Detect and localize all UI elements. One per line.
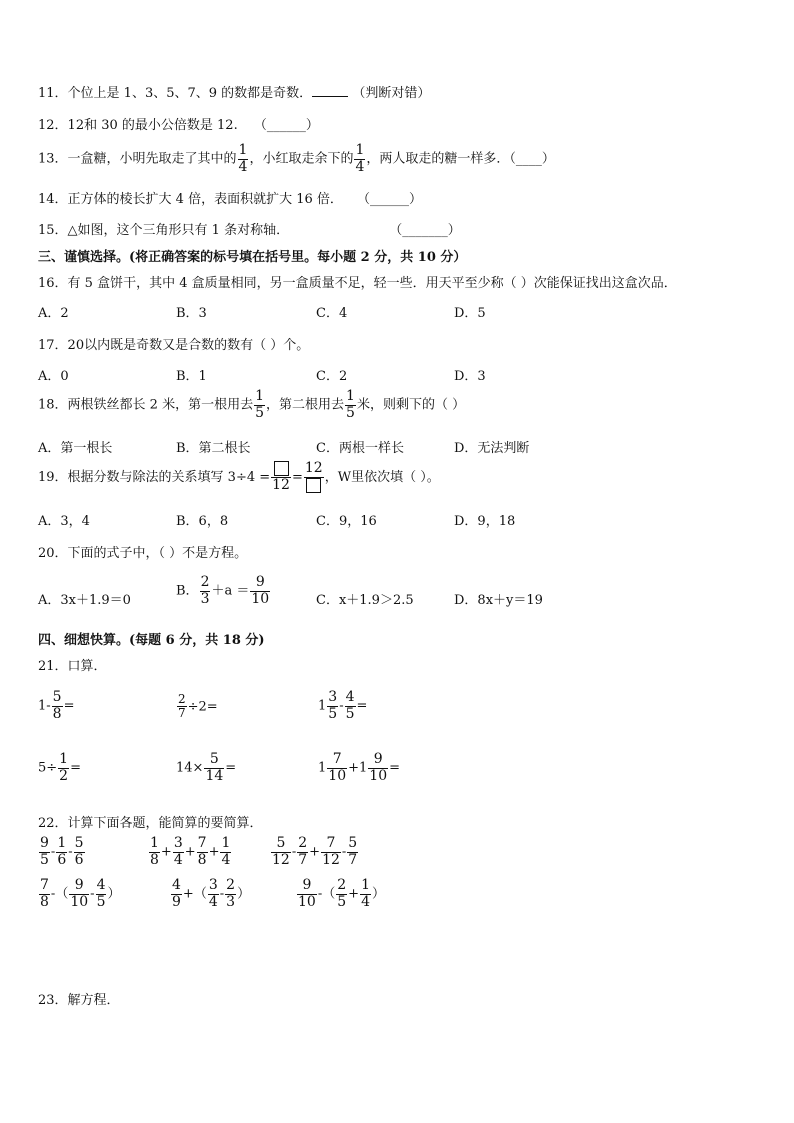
question-23-title: 23．解方程． <box>38 993 120 1008</box>
q19-fraction-2: 12 <box>304 461 324 494</box>
q18-text-c: 米，则剩下的（ ） <box>356 397 466 413</box>
q18-option-d[interactable]: D．无法判断 <box>454 441 530 456</box>
q17-option-b[interactable]: B．1 <box>176 369 207 384</box>
q19-blank-box-2[interactable] <box>306 478 321 493</box>
section-3-heading: 三、谨慎选择。(将正确答案的标号填在括号里。每小题 2 分，共 10 分） <box>38 250 467 265</box>
q19-text-a: 19．根据分数与除法的关系填写 3÷4 = <box>38 469 271 485</box>
q14-text: 14．正方体的棱长扩大 4 倍，表面积就扩大 16 倍． <box>38 192 343 207</box>
q21-expr-3: 1 $\frac{3}{5}$ - $\frac{4}{5}$ = <box>318 689 368 722</box>
question-17: 17．20以内既是奇数又是合数的数有（ ）个。 <box>38 338 310 353</box>
q19-option-a[interactable]: A．3，4 <box>38 514 90 529</box>
q22-expr-3: $\frac{5}{12}$ - $\frac{2}{7}$ + $\frac{7}{12}$ - $\frac{5}{7}$ <box>272 835 358 868</box>
q21-expr-5: 14× $\frac{5}{14}$ = <box>176 751 237 784</box>
q17-option-d[interactable]: D．3 <box>454 369 486 384</box>
q16-option-d[interactable]: D．5 <box>454 306 486 321</box>
question-21-title: 21．口算． <box>38 659 107 674</box>
q13-text-b: ，小红取走余下的 <box>249 151 354 167</box>
q21-expr-6: 1 $\frac{7}{10}$ +1 $\frac{9}{10}$ = <box>318 751 401 784</box>
q20-option-d[interactable]: D．8x＋y＝19 <box>454 593 543 608</box>
question-13 <box>38 143 555 175</box>
q20-option-a[interactable]: A．3x＋1.9＝0 <box>38 593 131 608</box>
q21-expr-2: $\frac{2}{7}$ ÷2= <box>178 692 218 721</box>
question-11 <box>38 82 430 101</box>
q19-option-d[interactable]: D．9，18 <box>454 514 516 529</box>
q20-option-b[interactable]: B． $\frac{2}{3}$ ＋a ＝ $\frac{9}{10}$ <box>176 574 270 607</box>
q16-option-a[interactable]: A．2 <box>38 306 69 321</box>
question-12 <box>38 114 319 133</box>
q18-text-a: 18．两根铁丝都长 2 米，第一根用去 <box>38 397 254 413</box>
q13-fraction-1: $\frac{1}{4}$ <box>238 142 248 175</box>
q13-fraction-2: $\frac{1}{4}$ <box>355 142 365 175</box>
section-4-heading: 四、细想快算。(每题 6 分，共 18 分) <box>38 633 265 648</box>
question-16: 16．有 5 盒饼干，其中 4 盒质量相同，另一盒质量不足，轻一些．用天平至少称（ ）次能保证找出这盒次品． <box>38 276 677 291</box>
q15-answer-paren[interactable]: （_______） <box>389 223 461 238</box>
q22-expr-2: $\frac{1}{8}$ + $\frac{3}{4}$ + $\frac{7}{8}$ + $\frac{1}{4}$ <box>150 835 231 868</box>
q22-expr-6: $\frac{9}{10}$ -（ $\frac{2}{5}$ + $\frac{1}{4}$ ） <box>298 877 385 910</box>
q20-fraction-2: $\frac{9}{10}$ <box>251 574 270 607</box>
q15-text: 15．△如图，这个三角形只有 1 条对称轴． <box>38 223 290 238</box>
q11-text: 11．个位上是 1、3、5、7、9 的数都是奇数． <box>38 86 313 101</box>
q19-blank-box-1[interactable] <box>274 461 289 476</box>
q19-equals: = <box>291 469 303 485</box>
q13-text-c: ，两人取走的糖一样多． <box>366 151 510 167</box>
q12-answer-paren[interactable]: （______） <box>253 118 319 133</box>
question-20: 20．下面的式子中，（ ）不是方程。 <box>38 546 248 561</box>
q19-text-b: ，W里依次填（ ）。 <box>324 469 440 485</box>
question-18 <box>38 389 465 421</box>
q18-option-a[interactable]: A．第一根长 <box>38 441 113 456</box>
q16-option-c[interactable]: C．4 <box>316 306 348 321</box>
q21-expr-4: 5÷ $\frac{1}{2}$ = <box>38 751 81 784</box>
question-19 <box>38 461 440 494</box>
q17-option-a[interactable]: A．0 <box>38 369 69 384</box>
q11-tail: （判断对错） <box>352 86 431 101</box>
q19-option-b[interactable]: B．6，8 <box>176 514 229 529</box>
question-22-title: 22．计算下面各题，能简算的要简算． <box>38 816 263 831</box>
question-15 <box>38 219 461 238</box>
q18-fraction-1: $\frac{1}{5}$ <box>255 388 264 421</box>
q17-option-c[interactable]: C．2 <box>316 369 348 384</box>
q18-option-b[interactable]: B．第二根长 <box>176 441 251 456</box>
q19-option-c[interactable]: C．9，16 <box>316 514 377 529</box>
q16-option-b[interactable]: B．3 <box>176 306 207 321</box>
question-14 <box>38 188 422 207</box>
q18-option-c[interactable]: C．两根一样长 <box>316 441 404 456</box>
q18-fraction-2: $\frac{1}{5}$ <box>346 388 355 421</box>
q18-text-b: ，第二根用去 <box>266 397 345 413</box>
q14-answer-paren[interactable]: （______） <box>357 192 423 207</box>
q13-answer-paren[interactable]: （____） <box>509 151 555 167</box>
q22-expr-1: $\frac{9}{5}$ - $\frac{1}{6}$ - $\frac{5}{6}$ <box>40 835 84 868</box>
q12-text: 12．12和 30 的最小公倍数是 12. <box>38 118 238 133</box>
q19-fraction-1: 12 <box>271 461 291 494</box>
q11-blank[interactable] <box>312 96 348 97</box>
q20-fraction-1: $\frac{2}{3}$ <box>200 574 210 607</box>
q21-expr-1: 1- $\frac{5}{8}$ = <box>38 689 75 722</box>
q13-text-a: 13．一盒糖，小明先取走了其中的 <box>38 151 237 167</box>
q22-expr-5: $\frac{4}{9}$ +（ $\frac{3}{4}$ - $\frac{2}{3}$ ） <box>172 877 251 910</box>
q20-option-c[interactable]: C．x＋1.9＞2.5 <box>316 593 414 608</box>
q22-expr-4: $\frac{7}{8}$ -（ $\frac{9}{10}$ - $\frac{4}{5}$ ） <box>40 877 121 910</box>
